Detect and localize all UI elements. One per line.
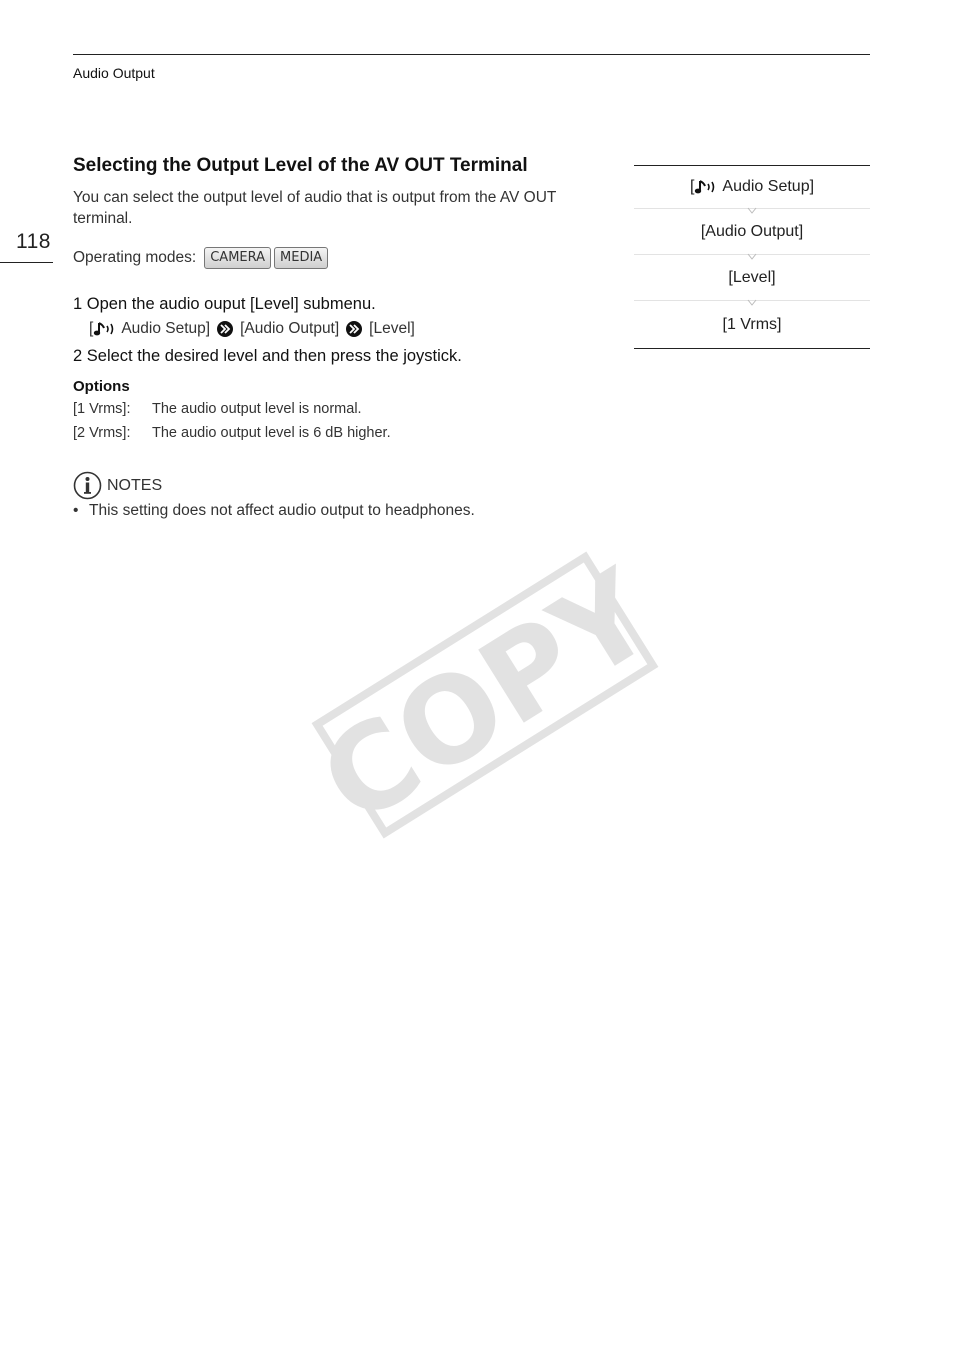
menu-label: [1 Vrms] [722,315,782,333]
mode-badge-media: MEDIA [274,247,328,269]
option-desc: The audio output level is 6 dB higher. [152,425,391,441]
path-item-level: [Level] [369,320,415,337]
copy-watermark [297,543,676,852]
step-1: 1 Open the audio ouput [Level] submenu. [73,295,376,313]
menu-panel-item-1-vrms [634,300,870,348]
option-row [73,425,391,441]
page-number-rule [0,262,53,263]
section-title: Selecting the Output Level of the AV OUT Terminal [73,155,528,176]
note-item: • This setting does not affect audio output to headphones. [73,502,475,519]
menu-first-bracket: [ [689,178,695,195]
watermark-text: COPY [297,543,676,852]
path-open-bracket: [ [89,320,94,337]
caret-down-icon [747,207,757,215]
option-key: [2 Vrms]: [73,425,131,441]
caret-down-icon [747,299,757,307]
audio-setup-icon [93,321,119,337]
options-heading: Options [73,378,130,395]
modes-label: Operating modes: [73,249,197,266]
arrow-right-icon [346,321,362,337]
audio-setup-icon [694,179,720,195]
note-text: This setting does not affect audio output to headphones. [89,502,475,519]
page-number: 118 [16,230,51,253]
menu-label: [Level] [728,268,776,286]
info-icon [73,471,102,500]
step-2: 2 Select the desired level and then press the joystick. [73,347,462,365]
menu-panel-item-audio-setup [634,166,870,208]
path-item-audio-output: [Audio Output] [240,320,340,337]
mode-badge-camera: CAMERA [204,247,271,269]
menu-label: [Audio Output] [700,222,804,240]
running-head: Audio Output [73,65,155,81]
menu-panel [634,165,870,349]
option-row [73,401,362,417]
header-rule [73,54,870,55]
intro-text: You can select the output level of audio that is output from the AV OUT terminal. [73,189,557,227]
caret-down-icon [747,253,757,261]
operating-modes [73,247,331,269]
option-key: [1 Vrms]: [73,401,131,417]
notes-label: NOTES [107,476,163,494]
menu-panel-item-audio-output [634,208,870,254]
option-desc: The audio output level is normal. [152,401,362,417]
menu-path [89,320,415,338]
menu-label: Audio Setup] [722,178,815,195]
notes-heading [73,471,162,500]
path-item-audio-setup: Audio Setup] [121,320,211,337]
arrow-right-icon [217,321,233,337]
menu-panel-item-level [634,254,870,300]
